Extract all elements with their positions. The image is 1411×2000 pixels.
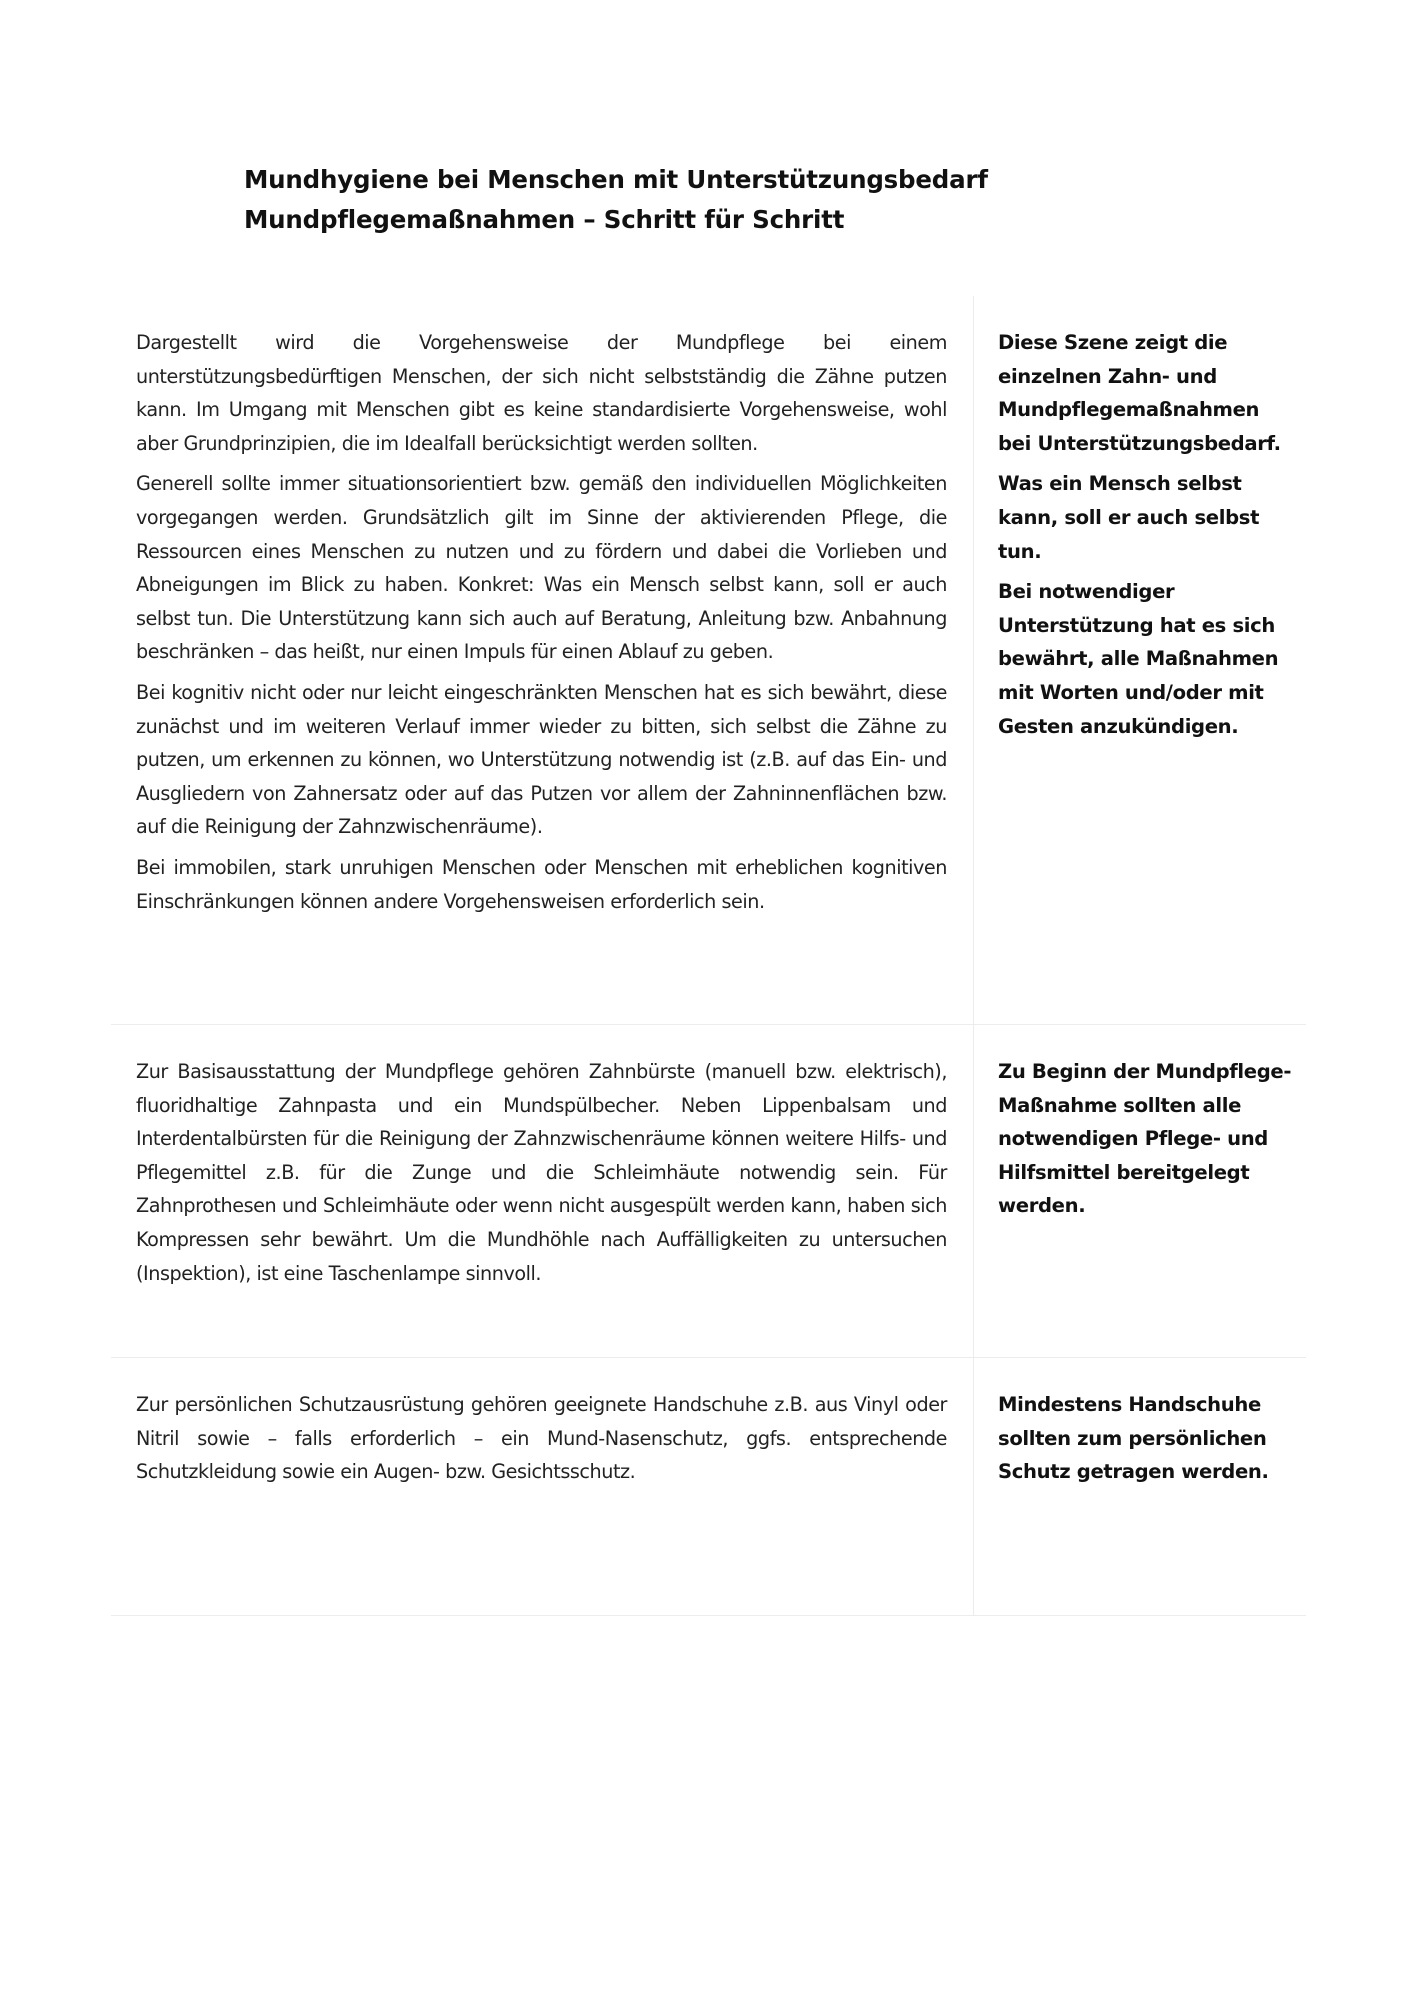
body-paragraph: Bei kognitiv nicht oder nur leicht eingeschränkten Menschen hat es sich bewährt, diese zunächst und im weiteren Verlauf immer wieder zu bitten, sich selbst die Zähne zu putzen, um erkennen zu können, wo Unterstützung notwendig ist (z.B. auf das Ein- und Ausgliedern von Zahnersatz oder auf das Putzen vor allem der Zahninnenflächen bzw. auf die Reinigung der Zahnzwischenräume). (136, 680, 947, 839)
page-title: Mundhygiene bei Menschen mit Unterstützungsbedarf (244, 165, 988, 194)
section-body (111, 296, 974, 1024)
section-protection (111, 1358, 1306, 1616)
document-header (244, 160, 1144, 240)
section-sidenote (974, 296, 1306, 1024)
body-paragraph: Zur Basisausstattung der Mundpflege gehören Zahnbürste (manuell bzw. elektrisch), fluoridhaltige Zahnpasta und ein Mundspülbecher. Neben Lippenbalsam und Interdentalbürsten für die Reinigung der Zahnzwischenräume können weitere Hilfs- und Pflegemittel z.B. für die Zunge und die Schleimhäute notwendig sein. Für Zahnprothesen und Schleimhäute oder wenn nicht ausgespült werden kann, haben sich Kompressen sehr bewährt. Um die Mundhöhle nach Auffälligkeiten zu untersuchen (Inspektion), ist eine Taschenlampe sinnvoll. (136, 1060, 947, 1285)
body-paragraph: Dargestellt wird die Vorgehensweise der Mundpflege bei einem unterstützungsbedürftigen Menschen, der sich nicht selbstständig die Zähne putzen kann. Im Umgang mit Menschen gibt es keine standardisierte Vorgehensweise, wohl aber Grundprinzipien, die im Idealfall berücksichtigt werden sollten. (136, 331, 947, 455)
sidenote-text: Bei notwendiger Unterstützung hat es sich bewährt, alle Maßnahmen mit Worten und/oder mit Gesten anzukündigen. (998, 580, 1279, 738)
sidenote-text: Mindestens Handschuhe sollten zum persönlichen Schutz getragen werden. (998, 1393, 1269, 1484)
body-paragraph: Bei immobilen, stark unruhigen Menschen oder Menschen mit erheblichen kognitiven Einschränkungen können andere Vorgehensweisen erforderlich sein. (136, 855, 947, 913)
sidenote-text: Zu Beginn der Mundpflege-Maßnahme sollten alle notwendigen Pflege- und Hilfsmittel bereitgelegt werden. (998, 1060, 1292, 1218)
section-body (111, 1025, 974, 1357)
body-paragraph: Generell sollte immer situationsorientiert bzw. gemäß den individuellen Möglichkeiten vorgegangen werden. Grundsätzlich gilt im Sinne der aktivierenden Pflege, die Ressourcen eines Menschen zu nutzen und zu fördern und dabei die Vorlieben und Abneigungen im Blick zu haben. Konkret: Was ein Mensch selbst kann, soll er auch selbst tun. Die Unterstützung kann sich auch auf Beratung, Anleitung bzw. Anbahnung beschränken – das heißt, nur einen Impuls für einen Ablauf zu geben. (136, 472, 947, 664)
sidenote-text: Was ein Mensch selbst kann, soll er auch selbst tun. (998, 472, 1260, 563)
page-subtitle: Mundpflegemaßnahmen – Schritt für Schritt (244, 205, 845, 234)
section-equipment (111, 1025, 1306, 1358)
section-sidenote (974, 1025, 1306, 1357)
section-introduction (111, 296, 1306, 1025)
body-paragraph: Zur persönlichen Schutzausrüstung gehören geeignete Handschuhe z.B. aus Vinyl oder Nitril sowie – falls erforderlich – ein Mund-Nasenschutz, ggfs. entsprechende Schutzkleidung sowie ein Augen- bzw. Gesichtsschutz. (136, 1393, 947, 1484)
section-sidenote (974, 1358, 1306, 1615)
section-body (111, 1358, 974, 1615)
sidenote-text: Diese Szene zeigt die einzelnen Zahn- und Mundpflegemaßnahmen bei Unterstützungsbedarf. (998, 331, 1281, 455)
